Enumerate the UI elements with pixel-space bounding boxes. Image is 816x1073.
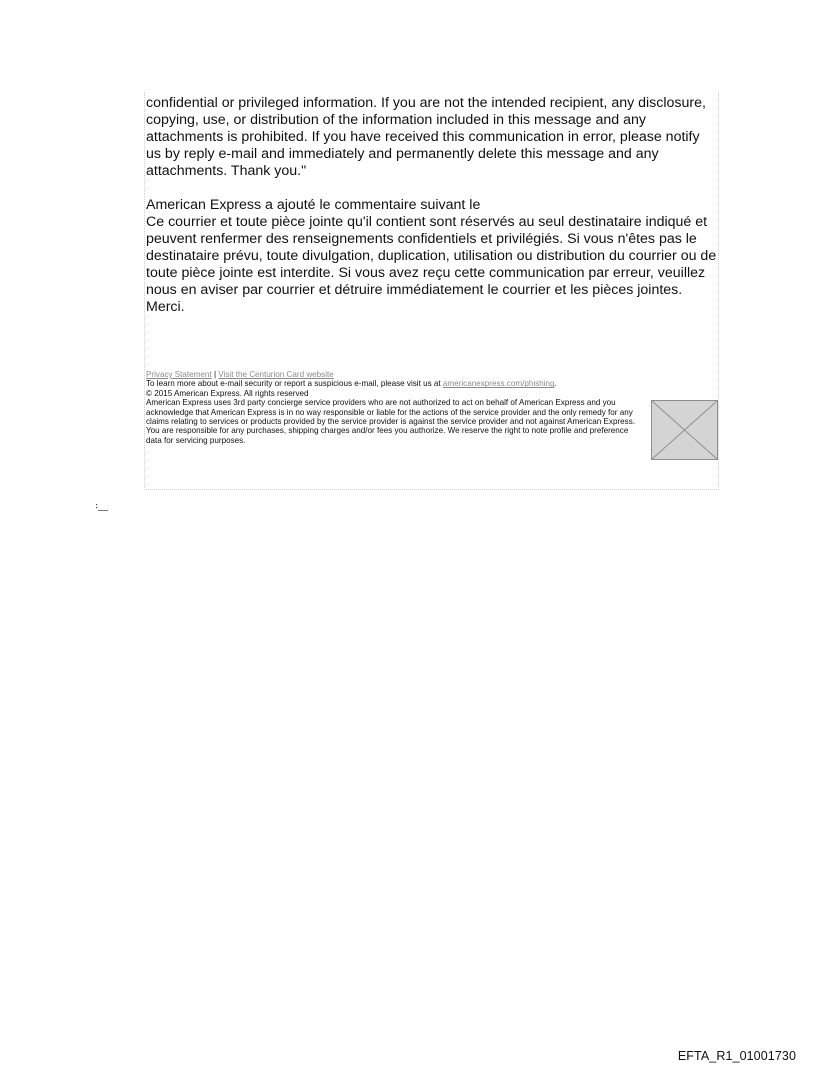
footer-links	[146, 370, 721, 379]
privacy-statement-link[interactable]: Privacy Statement	[146, 370, 212, 379]
security-notice-text: To learn more about e-mail security or report a suspicious e-mail, please visit us at	[146, 379, 441, 389]
phishing-link[interactable]: americanexpress.com/phishing	[442, 379, 555, 389]
disclaimer-french: Ce courrier et toute pièce jointe qu'il contient sont réservés au seul destinataire indiqué et peuvent renfermer des renseignements confidentiels et privilégiés. Si vous n'êtes pas le destinataire prévu, toute divulgation, duplication, utilisation ou distribution du courrier ou de toute pièce jointe est interdite. Si vous avez reçu cette communication par erreur, veuillez nous en aviser par courrier et détruire immédiatement le courrier et les pièces jointes. Merci.	[146, 214, 717, 315]
broken-image-icon	[651, 400, 718, 460]
centurion-card-link[interactable]: Visit the Centurion Card website	[218, 370, 334, 379]
concierge-legal-notice: American Express uses 3rd party concierge service providers who are not authorized to act on behalf of American Express and you acknowledge that American Express is in no way responsible or liable for the actions of the service provider and the only remedy for any claims relating to services or products provided by the service provider is against the service provider and not against American Express. You are responsible for any purchases, shipping charges and/or fees you authorize. We reserve the right to note profile and preference data for servicing purposes.	[146, 398, 636, 445]
stray-mark-icon	[96, 504, 108, 512]
disclaimer-english: confidential or privileged information. If you are not the intended recipient, any disclosure, copying, use, or distribution of the information included in this message and any attachments is prohibited. If you have received this communication in error, please notify us by reply e-mail and immediately and permanently delete this message and any attachments. Thank you."	[146, 95, 706, 179]
security-notice	[146, 379, 721, 388]
email-footer	[146, 370, 721, 445]
document-id: EFTA_R1_01001730	[677, 1049, 796, 1063]
disclaimer-french-heading: American Express a ajouté le commentaire suivant le	[146, 197, 481, 213]
security-notice-end: .	[554, 379, 557, 389]
copyright: © 2015 American Express. All rights reserved	[146, 388, 309, 398]
link-separator: |	[213, 370, 217, 379]
email-body	[146, 95, 718, 316]
